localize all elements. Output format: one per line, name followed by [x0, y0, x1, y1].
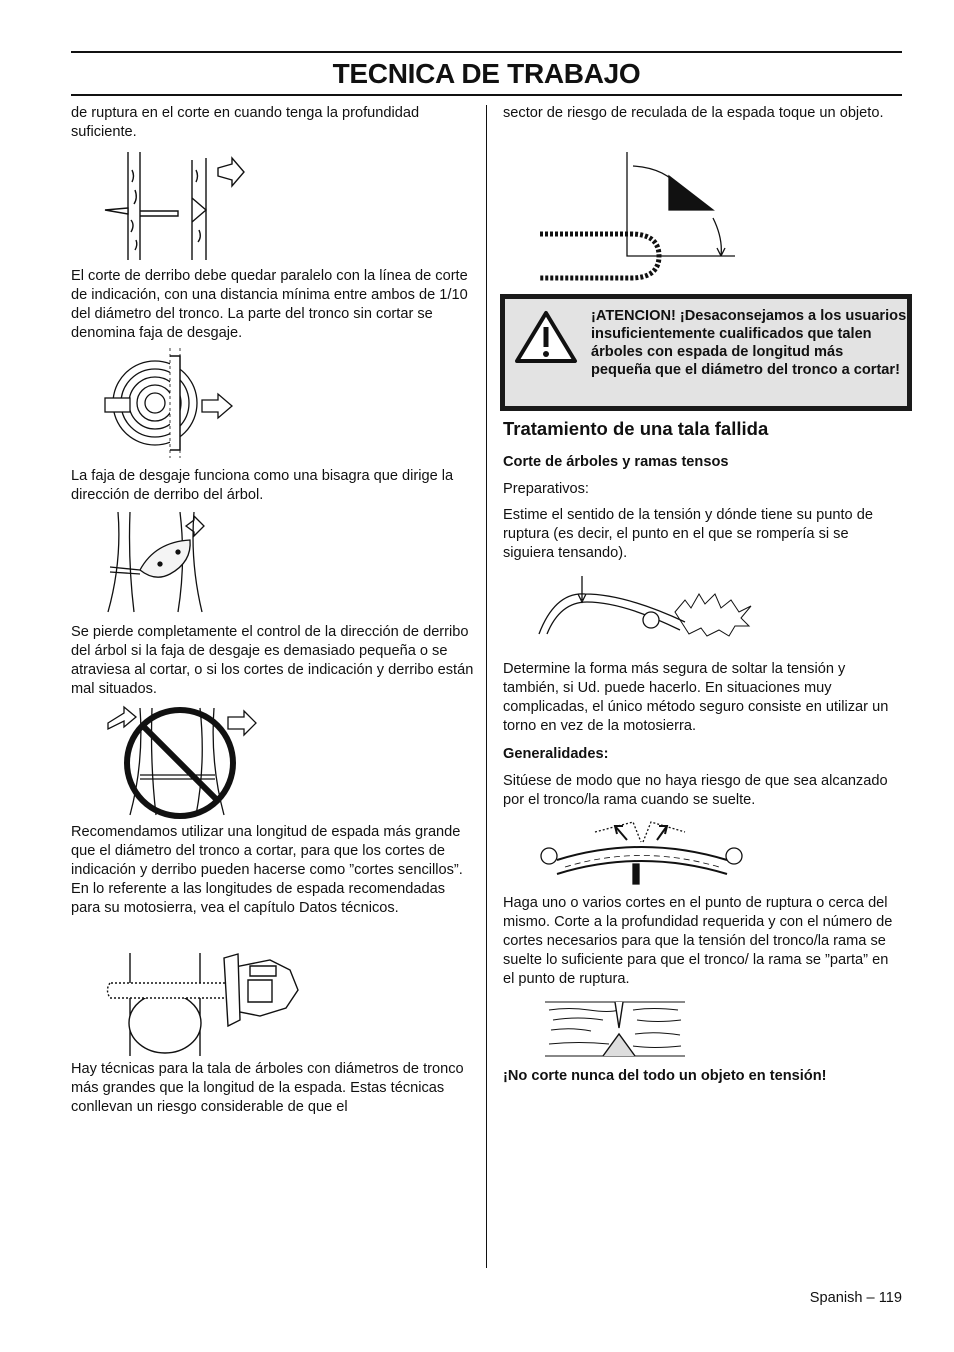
warning-text: ¡ATENCION! ¡Desaconsejamos a los usuarios insuficientemente cualificados que talen árboles con espada de longitud más pequeña que el diámetro del tronco a cortar! [591, 308, 907, 378]
preparations-label: Preparativos: [503, 481, 589, 497]
left-paragraph-5: Recomendamos utilizar una longitud de espada más grande que el diámetro del tronco a cortar, para que los cortes de indicación y derribo pueden hacerse como ”cortes sencillos”. En lo referente a las longitudes de espada recomendadas para su motosierra, vea el capítulo Datos técnicos. [71, 824, 463, 916]
right-paragraph-2: Estime el sentido de la tensión y dónde tiene su punto de ruptura (es decir, el punto en el que se rompería si se siguiera tensando). [503, 507, 873, 561]
subheading-tensioned-trees: Corte de árboles y ramas tensos [503, 454, 729, 470]
figure-bent-tree-tension [535, 572, 795, 642]
figure-hinge-direction [100, 512, 210, 617]
right-paragraph-1: sector de riesgo de reculada de la espada toque un objeto. [503, 105, 884, 121]
figure-wrong-hinge-prohibited [100, 703, 260, 821]
page-title: TECNICA DE TRABAJO [332, 58, 641, 89]
right-paragraph-4: Sitúese de modo que no haya riesgo de que sea alcanzado por el tronco/la rama cuando se suelte. [503, 773, 888, 808]
figure-felling-cut-side-view [100, 150, 250, 265]
figure-hinge-top-view [100, 348, 240, 458]
left-paragraph-1: de ruptura en el corte en cuando tenga la profundidad suficiente. [71, 105, 420, 140]
figure-saw-bar-longer-than-trunk [100, 948, 305, 1058]
column-divider [486, 105, 487, 1268]
subheading-general: Generalidades: [503, 746, 609, 762]
left-paragraph-3: La faja de desgaje funciona como una bisagra que dirige la dirección de derribo del árbol. [71, 468, 454, 503]
section-heading: Tratamiento de una tala fallida [503, 418, 769, 439]
figure-cut-at-breaking-point [543, 996, 693, 1064]
header-bottom-rule [71, 94, 902, 96]
warning-box [500, 294, 912, 411]
right-paragraph-5: Haga uno o varios cortes en el punto de ruptura o cerca del mismo. Corte a la profundidad requerida y con el número de cortes necesarios para que la tensión del tronco/la rama se suelte lo suficiente para que el tronco/ la rama se ”parta” en el punto de ruptura. [503, 895, 893, 987]
warning-triangle-icon [513, 309, 579, 365]
page-number: Spanish – 119 [809, 1290, 902, 1306]
left-paragraph-6: Hay técnicas para la tala de árboles con diámetros de tronco más grandes que la longitud de la espada. Estas técnicas conllevan un riesgo considerable de que el [71, 1061, 464, 1115]
header-top-rule [71, 51, 902, 53]
final-warning: ¡No corte nunca del todo un objeto en tensión! [503, 1068, 827, 1084]
figure-log-under-tension [535, 812, 750, 892]
right-paragraph-3: Determine la forma más segura de soltar la tensión y también, si Ud. puede hacerlo. En situaciones muy complicadas, el único método seguro consiste en utilizar un torno en vez de la motosierra. [503, 661, 889, 734]
left-paragraph-2: El corte de derribo debe quedar paralelo con la línea de corte de indicación, con una distancia mínima entre ambos de 1/10 del diámetro del tronco. La parte del tronco sin cortar se denomina faja de desgaje. [71, 268, 468, 341]
left-paragraph-4: Se pierde completamente el control de la dirección de derribo del árbol si la faja de desgaje es demasiado pequeña o se atraviesa al cortar, o si los cortes de indicación y derribo están mal situados. [71, 624, 474, 697]
figure-kickback-zone [535, 148, 745, 288]
